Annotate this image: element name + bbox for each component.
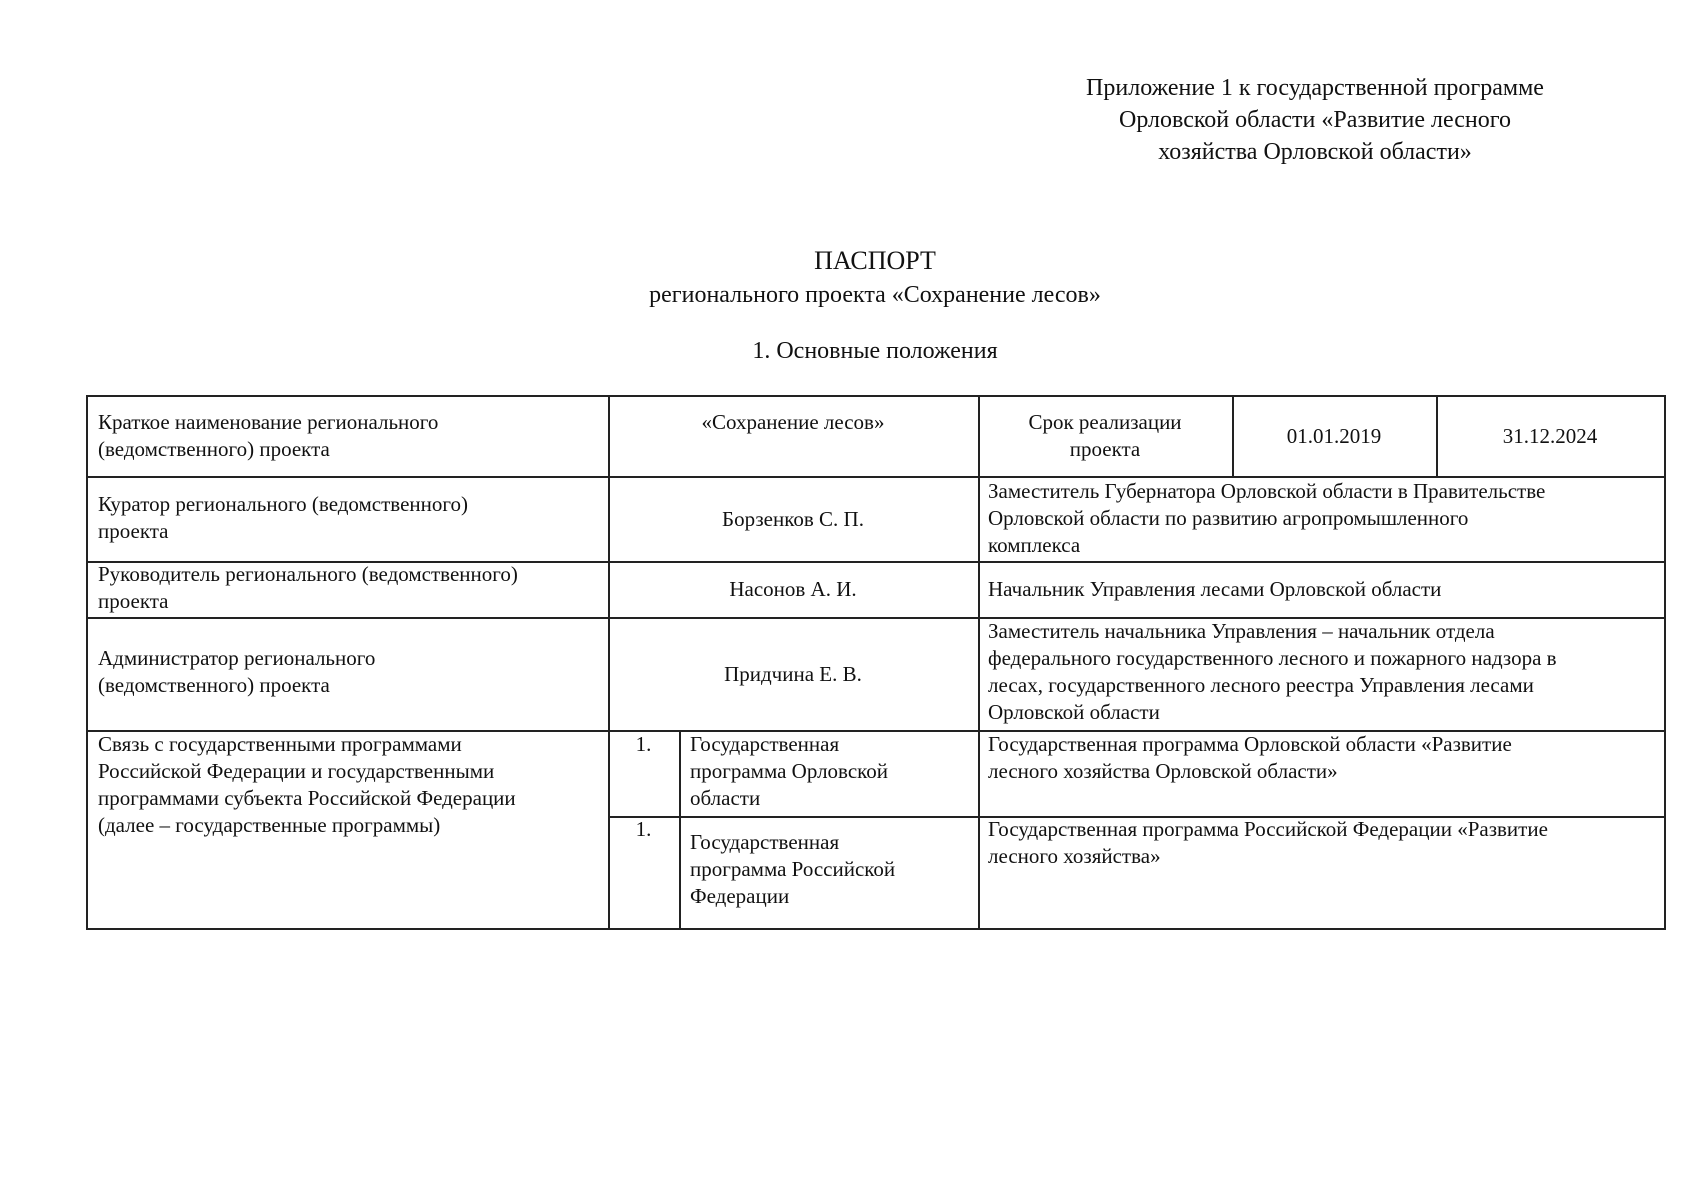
leader-position — [988, 562, 1664, 617]
program-name-line2: лесного хозяйства» — [988, 844, 1161, 868]
row1-label-line2: (ведомственного) проекта — [98, 437, 330, 461]
program-number-value: 1. — [635, 817, 652, 841]
program-type-line1: Государственная — [690, 830, 840, 854]
program-type — [690, 731, 978, 812]
administrator-position-line1: Заместитель начальника Управления – начальник отдела — [988, 619, 1495, 643]
leader-name-value: Насонов А. И. — [729, 577, 857, 601]
program-name-line1: Государственная программа Российской Федерации «Развитие — [988, 817, 1548, 841]
program-type-line2: программа Российской — [690, 857, 896, 881]
curator-name — [608, 477, 978, 561]
administrator-name-value: Придчина Е. В. — [724, 661, 862, 686]
administrator-position — [988, 618, 1664, 726]
row3-label-line2: проекта — [98, 589, 169, 613]
program-name-line2: лесного хозяйства Орловской области» — [988, 759, 1338, 783]
program-type — [690, 829, 978, 910]
program-number-value: 1. — [635, 732, 652, 756]
program-number — [608, 816, 679, 843]
appendix-note — [1035, 72, 1595, 168]
row4-label-line1: Администратор регионального — [98, 646, 376, 670]
curator-position-line2: Орловской области по развитию агропромышленного — [988, 506, 1469, 530]
document-subtitle: регионального проекта «Сохранение лесов» — [649, 282, 1101, 308]
row5-label-line4: (далее – государственные программы) — [98, 813, 441, 837]
administrator-name — [608, 618, 978, 730]
row3-label — [98, 561, 608, 615]
row1-project-name — [608, 409, 978, 436]
appendix-line-1: Приложение 1 к государственной программе — [1086, 75, 1544, 101]
end-date-value: 31.12.2024 — [1502, 423, 1598, 448]
program-type-line1: Государственная — [690, 732, 840, 756]
program-name — [988, 731, 1664, 785]
appendix-line-3: хозяйства Орловской области» — [1158, 139, 1472, 165]
period-label-line2: проекта — [1069, 437, 1141, 461]
start-date-value: 01.01.2019 — [1286, 423, 1382, 448]
row2-label-line1: Куратор регионального (ведомственного) — [98, 492, 468, 516]
section-heading: 1. Основные положения — [752, 338, 998, 364]
period-start-date — [1232, 396, 1436, 476]
program-type-line2: программа Орловской — [690, 759, 889, 783]
program-type-line3: Федерации — [690, 884, 790, 908]
program-number — [608, 731, 679, 758]
administrator-position-line4: Орловской области — [988, 700, 1160, 724]
row5-label — [98, 731, 608, 839]
curator-position-line1: Заместитель Губернатора Орловской области в Правительстве — [988, 479, 1546, 503]
row5-label-line2: Российской Федерации и государственными — [98, 759, 495, 783]
row5-label-line3: программами субъекта Российской Федерации — [98, 786, 516, 810]
table-border-left — [86, 395, 88, 929]
administrator-position-line3: лесах, государственного лесного реестра Управления лесами — [988, 673, 1534, 697]
administrator-position-line2: федерального государственного лесного и пожарного надзора в — [988, 646, 1557, 670]
row3-label-line1: Руководитель регионального (ведомственного) — [98, 562, 518, 586]
curator-name-value: Борзенков С. П. — [722, 506, 864, 531]
leader-name — [608, 562, 978, 617]
row2-label-line2: проекта — [98, 519, 169, 543]
period-label — [978, 409, 1232, 463]
table-border-right — [1664, 395, 1666, 929]
curator-position-line3: комплекса — [988, 533, 1081, 557]
leader-position-value: Начальник Управления лесами Орловской области — [988, 577, 1442, 601]
row4-label-line2: (ведомственного) проекта — [98, 673, 330, 697]
row1-label-line1: Краткое наименование регионального — [98, 410, 439, 434]
program-name — [988, 816, 1664, 870]
curator-position — [988, 478, 1664, 559]
row5-label-line1: Связь с государственными программами — [98, 732, 462, 756]
period-end-date — [1436, 396, 1664, 476]
table-rule — [679, 730, 681, 929]
project-name-value: «Сохранение лесов» — [701, 410, 885, 434]
row1-label — [98, 409, 598, 463]
table-border-bottom — [86, 928, 1666, 930]
appendix-line-2: Орловской области «Развитие лесного — [1119, 107, 1511, 133]
period-label-line1: Срок реализации — [1028, 410, 1182, 434]
document-title: ПАСПОРТ — [814, 246, 936, 275]
table-rule — [978, 395, 980, 929]
row4-label — [98, 645, 598, 699]
program-name-line1: Государственная программа Орловской области «Развитие — [988, 732, 1512, 756]
program-type-line3: области — [690, 786, 761, 810]
row2-label — [98, 491, 598, 545]
